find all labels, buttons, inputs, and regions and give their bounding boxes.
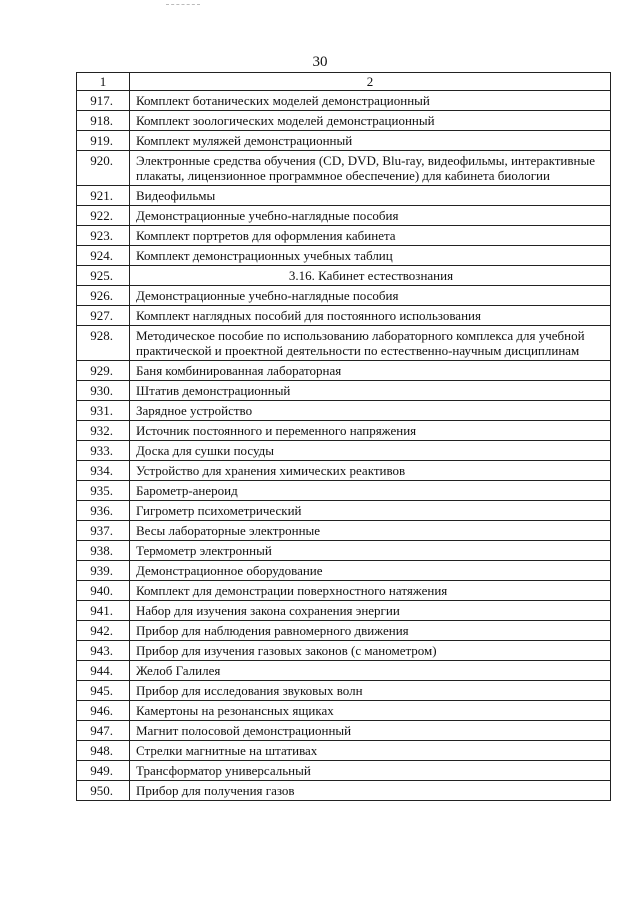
row-number: 917. [77, 91, 130, 111]
item-name: Комплект демонстрационных учебных таблиц [130, 246, 611, 266]
item-name: Барометр-анероид [130, 481, 611, 501]
table-row [77, 521, 611, 541]
item-name: Комплект наглядных пособий для постоянного использования [130, 306, 611, 326]
item-name: Зарядное устройство [130, 401, 611, 421]
table-row [77, 286, 611, 306]
table-row [77, 681, 611, 701]
item-name: Баня комбинированная лабораторная [130, 361, 611, 381]
row-number: 940. [77, 581, 130, 601]
item-name: Желоб Галилея [130, 661, 611, 681]
row-number: 931. [77, 401, 130, 421]
table-row [77, 226, 611, 246]
item-name: Комплект ботанических моделей демонстрационный [130, 91, 611, 111]
table-row [77, 186, 611, 206]
item-name: Магнит полосовой демонстрационный [130, 721, 611, 741]
row-number: 927. [77, 306, 130, 326]
row-number: 946. [77, 701, 130, 721]
row-number: 924. [77, 246, 130, 266]
row-number: 944. [77, 661, 130, 681]
table-row [77, 661, 611, 681]
table-row [77, 206, 611, 226]
item-name: Источник постоянного и переменного напряжения [130, 421, 611, 441]
item-name: Прибор для наблюдения равномерного движения [130, 621, 611, 641]
item-name: Демонстрационное оборудование [130, 561, 611, 581]
table-row [77, 641, 611, 661]
row-number: 933. [77, 441, 130, 461]
row-number: 922. [77, 206, 130, 226]
item-name: Электронные средства обучения (CD, DVD, Blu-ray, видеофильмы, интерактивные плакаты, лицензионное программное обеспечение) для кабинета биологии [130, 151, 611, 186]
row-number: 928. [77, 326, 130, 361]
item-name: Стрелки магнитные на штативах [130, 741, 611, 761]
item-name: Комплект портретов для оформления кабинета [130, 226, 611, 246]
row-number: 941. [77, 601, 130, 621]
table-row [77, 421, 611, 441]
row-number: 936. [77, 501, 130, 521]
row-number: 934. [77, 461, 130, 481]
row-number: 925. [77, 266, 130, 286]
item-name: Комплект для демонстрации поверхностного натяжения [130, 581, 611, 601]
row-number: 939. [77, 561, 130, 581]
item-name: Прибор для изучения газовых законов (с манометром) [130, 641, 611, 661]
table-row [77, 306, 611, 326]
table-row [77, 481, 611, 501]
row-number: 929. [77, 361, 130, 381]
table-row [77, 91, 611, 111]
table-row [77, 721, 611, 741]
item-name: Демонстрационные учебно-наглядные пособия [130, 286, 611, 306]
item-name: Гигрометр психометрический [130, 501, 611, 521]
row-number: 921. [77, 186, 130, 206]
table-row [77, 381, 611, 401]
table-row [77, 541, 611, 561]
scan-artifact [166, 4, 200, 9]
table-row [77, 621, 611, 641]
table-body [77, 91, 611, 801]
row-number: 938. [77, 541, 130, 561]
page-number: 30 [312, 54, 328, 70]
table-row [77, 151, 611, 186]
table-row [77, 361, 611, 381]
row-number: 948. [77, 741, 130, 761]
row-number: 926. [77, 286, 130, 306]
table-row [77, 561, 611, 581]
row-number: 949. [77, 761, 130, 781]
row-number: 923. [77, 226, 130, 246]
row-number: 945. [77, 681, 130, 701]
item-name: Набор для изучения закона сохранения энергии [130, 601, 611, 621]
item-name: Камертоны на резонансных ящиках [130, 701, 611, 721]
item-name: Штатив демонстрационный [130, 381, 611, 401]
row-number: 937. [77, 521, 130, 541]
table-row [77, 501, 611, 521]
row-number: 935. [77, 481, 130, 501]
item-name: Видеофильмы [130, 186, 611, 206]
item-name: Устройство для хранения химических реактивов [130, 461, 611, 481]
table-row [77, 701, 611, 721]
row-number: 919. [77, 131, 130, 151]
table-row [77, 401, 611, 421]
row-number: 932. [77, 421, 130, 441]
column-header-number: 1 [77, 73, 130, 91]
item-name: Прибор для получения газов [130, 781, 611, 801]
table-header-row [77, 73, 611, 91]
row-number: 950. [77, 781, 130, 801]
section-heading: 3.16. Кабинет естествознания [130, 266, 611, 286]
item-name: Методическое пособие по использованию лабораторного комплекса для учебной практической и проектной деятельности по естественно-научным дисциплинам [130, 326, 611, 361]
table-row [77, 111, 611, 131]
item-name: Комплект зоологических моделей демонстрационный [130, 111, 611, 131]
row-number: 918. [77, 111, 130, 131]
row-number: 947. [77, 721, 130, 741]
item-name: Прибор для исследования звуковых волн [130, 681, 611, 701]
table-row [77, 741, 611, 761]
item-name: Трансформатор универсальный [130, 761, 611, 781]
table-row [77, 601, 611, 621]
table-row [77, 581, 611, 601]
column-header-name: 2 [130, 73, 611, 91]
row-number: 930. [77, 381, 130, 401]
table-section-row [77, 266, 611, 286]
table-row [77, 326, 611, 361]
equipment-table [76, 72, 611, 801]
row-number: 920. [77, 151, 130, 186]
table-row [77, 781, 611, 801]
item-name: Весы лабораторные электронные [130, 521, 611, 541]
table-row [77, 461, 611, 481]
table-row [77, 441, 611, 461]
row-number: 943. [77, 641, 130, 661]
item-name: Демонстрационные учебно-наглядные пособия [130, 206, 611, 226]
table-row [77, 131, 611, 151]
item-name: Термометр электронный [130, 541, 611, 561]
item-name: Комплект муляжей демонстрационный [130, 131, 611, 151]
table-row [77, 246, 611, 266]
table-row [77, 761, 611, 781]
item-name: Доска для сушки посуды [130, 441, 611, 461]
row-number: 942. [77, 621, 130, 641]
